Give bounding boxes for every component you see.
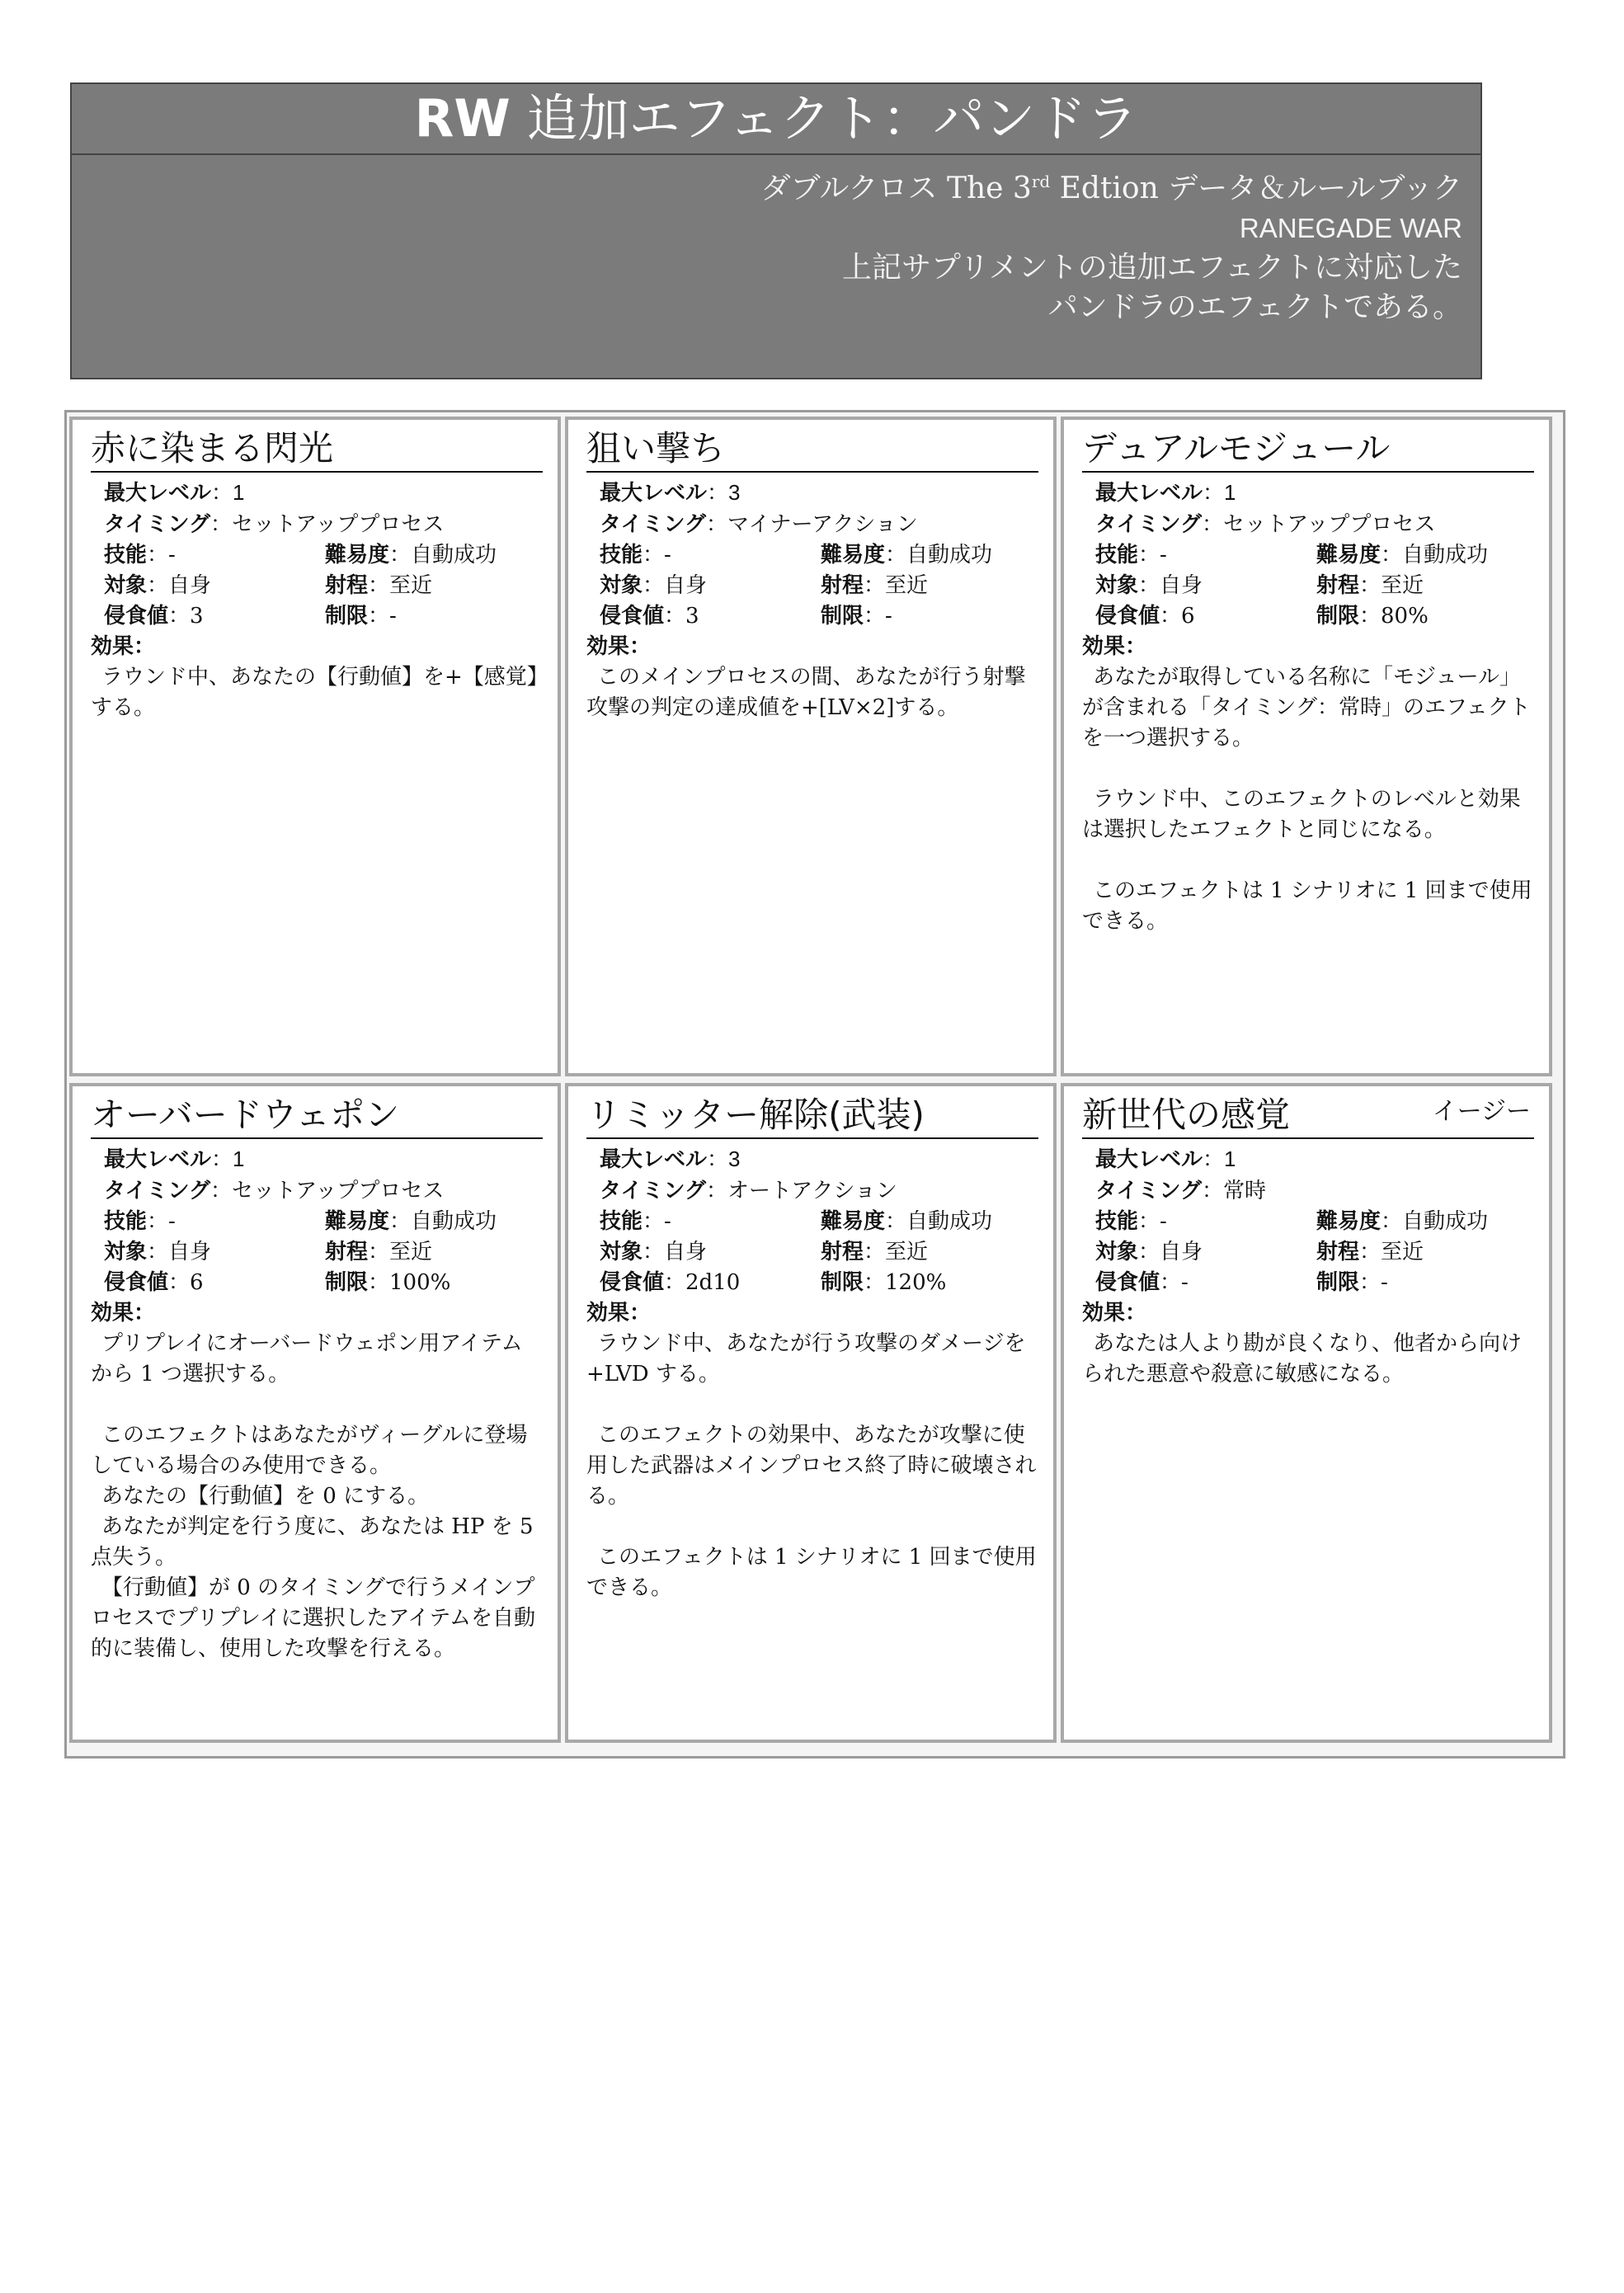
limit-label: 制限 xyxy=(325,604,369,629)
limit-label: 制限 xyxy=(821,604,864,629)
timing-row xyxy=(91,509,543,540)
range-label: 射程 xyxy=(1316,573,1360,598)
target-label: 対象 xyxy=(104,1240,148,1264)
erosion-cell xyxy=(1095,1268,1316,1298)
max-level-label: 最大レベル xyxy=(1095,481,1203,506)
erosion-label: 侵食値 xyxy=(600,1270,665,1295)
max-level-value: ：1 xyxy=(211,1146,245,1171)
difficulty-value: ：自動成功 xyxy=(1381,1209,1489,1234)
erosion-row xyxy=(91,1268,543,1298)
erosion-row xyxy=(586,601,1038,632)
subtitle-line-1 xyxy=(72,162,1462,209)
effect-card xyxy=(69,417,561,1076)
timing-row xyxy=(1082,1175,1534,1207)
effect-text xyxy=(91,1329,543,1664)
effect-paragraph xyxy=(586,1512,1038,1542)
limit-label: 制限 xyxy=(821,1270,864,1295)
range-label: 射程 xyxy=(1316,1240,1360,1264)
effect-paragraph: ラウンド中、あなたの【行動値】を+【感覚】する。 xyxy=(91,665,538,720)
max-level-value: ：1 xyxy=(211,480,245,505)
effect-tag: イージー xyxy=(1432,1097,1531,1126)
erosion-row xyxy=(1082,1268,1534,1298)
effect-paragraph: このエフェクトは 1 シナリオに 1 回まで使用できる。 xyxy=(586,1545,1037,1600)
effect-paragraph xyxy=(91,1390,543,1420)
skill-label: 技能 xyxy=(104,543,148,567)
effect-name-text: 赤に染まる閃光 xyxy=(91,428,334,468)
target-label: 対象 xyxy=(600,1240,643,1264)
effect-card xyxy=(1061,417,1552,1076)
range-cell xyxy=(821,1237,928,1268)
range-label: 射程 xyxy=(325,1240,369,1264)
difficulty-value: ：自動成功 xyxy=(389,543,497,567)
target-row xyxy=(586,571,1038,601)
difficulty-cell xyxy=(325,540,497,571)
difficulty-cell xyxy=(821,1207,992,1237)
header-banner xyxy=(70,82,1482,379)
effect-paragraph: ラウンド中、あなたが行う攻撃のダメージを+LVD する。 xyxy=(586,1331,1026,1387)
difficulty-label: 難易度 xyxy=(325,543,390,567)
range-label: 射程 xyxy=(821,1240,864,1264)
skill-label: 技能 xyxy=(1095,1209,1139,1234)
range-cell xyxy=(1316,571,1424,601)
effect-paragraph: あなたが判定を行う度に、あなたは HP を 5 点失う。 xyxy=(91,1514,540,1570)
effect-card xyxy=(565,1083,1057,1743)
max-level-label: 最大レベル xyxy=(1095,1147,1203,1172)
limit-cell xyxy=(1316,601,1429,632)
target-cell xyxy=(600,571,821,601)
skill-cell xyxy=(104,540,325,571)
target-row xyxy=(586,1237,1038,1268)
timing-label: タイミング xyxy=(600,512,706,537)
range-cell xyxy=(325,571,432,601)
skill-cell xyxy=(600,1207,821,1237)
effect-paragraph: このエフェクトはあなたがヴィーグルに登場している場合のみ使用できる。 xyxy=(91,1423,528,1478)
erosion-row xyxy=(1082,601,1534,632)
timing-value: ：常時 xyxy=(1201,1178,1266,1203)
limit-cell xyxy=(325,1268,450,1298)
difficulty-cell xyxy=(325,1207,497,1237)
target-cell xyxy=(600,1237,821,1268)
limit-cell xyxy=(1316,1268,1388,1298)
subtitle-line-1-b: Edtion データ＆ルールブック xyxy=(1050,172,1462,205)
erosion-value: ：6 xyxy=(168,1270,204,1295)
skill-label: 技能 xyxy=(104,1209,148,1234)
target-value: ：自身 xyxy=(643,1240,708,1264)
effect-text xyxy=(1082,1329,1534,1390)
difficulty-label: 難易度 xyxy=(325,1209,390,1234)
max-level-label: 最大レベル xyxy=(104,481,212,506)
timing-value: ：オートアクション xyxy=(705,1178,897,1203)
timing-label: タイミング xyxy=(600,1179,706,1203)
effect-name xyxy=(586,1093,1038,1139)
effect-paragraph: 【行動値】が 0 のタイミングで行うメインプロセスでプリプレイに選択したアイテムを自動的に装備し、使用した攻撃を行える。 xyxy=(91,1575,535,1661)
difficulty-label: 難易度 xyxy=(1316,1209,1382,1234)
skill-row xyxy=(91,1207,543,1237)
skill-row xyxy=(586,540,1038,571)
skill-row xyxy=(1082,1207,1534,1237)
effect-name xyxy=(1082,426,1534,473)
erosion-value: ：3 xyxy=(664,604,699,629)
skill-label: 技能 xyxy=(1095,543,1139,567)
difficulty-value: ：自動成功 xyxy=(1381,543,1489,567)
effect-name-text: 新世代の感覚 xyxy=(1082,1095,1291,1135)
max-level-row xyxy=(1082,478,1534,509)
effect-paragraph xyxy=(586,1390,1038,1420)
target-label: 対象 xyxy=(1095,573,1139,598)
max-level-label: 最大レベル xyxy=(600,481,708,506)
effect-text xyxy=(91,662,543,723)
erosion-value: ：3 xyxy=(168,604,204,629)
timing-row xyxy=(586,509,1038,540)
effect-card xyxy=(1061,1083,1552,1743)
range-cell xyxy=(1316,1237,1424,1268)
limit-value: ：- xyxy=(864,604,892,629)
difficulty-cell xyxy=(1316,1207,1488,1237)
range-value: ：至近 xyxy=(1359,1240,1424,1264)
subtitle-line-3: 上記サプリメントの追加エフェクトに対応した xyxy=(841,251,1462,285)
max-level-row xyxy=(586,478,1038,509)
target-label: 対象 xyxy=(104,573,148,598)
skill-cell xyxy=(600,540,821,571)
timing-value: ：マイナーアクション xyxy=(705,511,918,536)
range-value: ：至近 xyxy=(864,1240,929,1264)
effect-name-text: リミッター解除(武装) xyxy=(586,1095,925,1135)
skill-label: 技能 xyxy=(600,1209,643,1234)
erosion-cell xyxy=(1095,601,1316,632)
effect-paragraph: このメインプロセスの間、あなたが行う射撃攻撃の判定の達成値を+[LV×2]する。 xyxy=(586,665,1026,720)
timing-value: ：セットアッププロセス xyxy=(1201,511,1436,536)
erosion-row xyxy=(586,1268,1038,1298)
difficulty-cell xyxy=(821,540,992,571)
erosion-cell xyxy=(104,601,325,632)
effect-name-text: オーバードウェポン xyxy=(91,1095,400,1135)
subtitle-line-4: パンドラのエフェクトである。 xyxy=(1047,290,1462,324)
skill-label: 技能 xyxy=(600,543,643,567)
target-row xyxy=(1082,571,1534,601)
difficulty-label: 難易度 xyxy=(821,543,886,567)
limit-cell xyxy=(821,601,892,632)
skill-value: ：- xyxy=(147,543,176,567)
effect-name xyxy=(1082,1093,1534,1139)
timing-label: タイミング xyxy=(1095,1179,1202,1203)
skill-row xyxy=(91,540,543,571)
skill-value: ：- xyxy=(1138,543,1167,567)
target-cell xyxy=(1095,1237,1316,1268)
effect-card xyxy=(565,417,1057,1076)
effect-card-grid xyxy=(64,410,1565,1759)
max-level-value: ：3 xyxy=(707,480,741,505)
max-level-row xyxy=(91,1144,543,1175)
effect-name-text: デュアルモジュール xyxy=(1082,428,1391,468)
timing-label: タイミング xyxy=(104,1179,210,1203)
effect-name-text: 狙い撃ち xyxy=(586,428,726,468)
difficulty-value: ：自動成功 xyxy=(885,1209,993,1234)
range-label: 射程 xyxy=(821,573,864,598)
effect-text xyxy=(586,1329,1038,1603)
title-prefix: RW xyxy=(414,88,511,148)
target-row xyxy=(1082,1237,1534,1268)
difficulty-value: ：自動成功 xyxy=(389,1209,497,1234)
range-value: ：至近 xyxy=(864,573,929,598)
erosion-cell xyxy=(600,1268,821,1298)
range-value: ：至近 xyxy=(1359,573,1424,598)
effect-text xyxy=(1082,662,1534,937)
effect-paragraph: プリプレイにオーバードウェポン用アイテムから 1 つ選択する。 xyxy=(91,1331,523,1387)
erosion-cell xyxy=(600,601,821,632)
max-level-value: ：3 xyxy=(707,1146,741,1171)
max-level-label: 最大レベル xyxy=(104,1147,212,1172)
limit-value: ：100% xyxy=(368,1270,451,1295)
timing-row xyxy=(586,1175,1038,1207)
effect-label: 効果： xyxy=(586,634,652,659)
effect-paragraph: あなたの【行動値】を 0 にする。 xyxy=(101,1484,430,1509)
target-cell xyxy=(1095,571,1316,601)
skill-cell xyxy=(1095,1207,1316,1237)
limit-value: ：- xyxy=(368,604,397,629)
skill-value: ：- xyxy=(147,1209,176,1234)
target-row xyxy=(91,571,543,601)
target-label: 対象 xyxy=(1095,1240,1139,1264)
erosion-label: 侵食値 xyxy=(1095,604,1160,629)
subtitle-line-1-a: ダブルクロス The 3 xyxy=(760,172,1032,205)
difficulty-label: 難易度 xyxy=(821,1209,886,1234)
skill-cell xyxy=(1095,540,1316,571)
target-label: 対象 xyxy=(600,573,643,598)
timing-row xyxy=(91,1175,543,1207)
erosion-row xyxy=(91,601,543,632)
range-label: 射程 xyxy=(325,573,369,598)
erosion-cell xyxy=(104,1268,325,1298)
target-value: ：自身 xyxy=(147,573,212,598)
effect-card xyxy=(69,1083,561,1743)
erosion-label: 侵食値 xyxy=(600,604,665,629)
effect-name xyxy=(91,426,543,473)
target-row xyxy=(91,1237,543,1268)
page-title xyxy=(72,84,1480,155)
difficulty-value: ：自動成功 xyxy=(885,543,993,567)
effect-label: 効果： xyxy=(586,1301,652,1325)
title-main: 追加エフェクト：パンドラ xyxy=(526,88,1138,148)
difficulty-cell xyxy=(1316,540,1488,571)
skill-row xyxy=(586,1207,1038,1237)
effect-label: 効果： xyxy=(91,634,156,659)
timing-value: ：セットアッププロセス xyxy=(209,511,445,536)
erosion-label: 侵食値 xyxy=(1095,1270,1160,1295)
range-cell xyxy=(821,571,928,601)
limit-label: 制限 xyxy=(325,1270,369,1295)
limit-cell xyxy=(325,601,397,632)
erosion-label: 侵食値 xyxy=(104,604,169,629)
max-level-value: ：1 xyxy=(1203,480,1236,505)
limit-value: ：80% xyxy=(1359,604,1429,629)
erosion-value: ：- xyxy=(1160,1270,1189,1295)
target-value: ：自身 xyxy=(147,1240,212,1264)
range-cell xyxy=(325,1237,432,1268)
limit-cell xyxy=(821,1268,946,1298)
subtitle-line-2: RANEGADE WAR xyxy=(1239,213,1462,243)
effect-label: 効果： xyxy=(1082,1301,1147,1325)
erosion-value: ：2d10 xyxy=(664,1270,741,1295)
timing-label: タイミング xyxy=(104,512,210,537)
timing-value: ：セットアッププロセス xyxy=(209,1178,445,1203)
target-cell xyxy=(104,571,325,601)
effect-paragraph: あなたが取得している名称に「モジュール」が含まれる「タイミング：常時」のエフェクトを一つ選択する。 xyxy=(1082,665,1531,751)
subtitle-line-1-sup: rd xyxy=(1031,172,1051,191)
limit-value: ：120% xyxy=(864,1270,947,1295)
timing-row xyxy=(1082,509,1534,540)
limit-label: 制限 xyxy=(1316,1270,1360,1295)
skill-value: ：- xyxy=(1138,1209,1167,1234)
max-level-value: ：1 xyxy=(1203,1146,1236,1171)
effect-paragraph: ラウンド中、このエフェクトのレベルと効果は選択したエフェクトと同じになる。 xyxy=(1082,787,1521,842)
max-level-row xyxy=(586,1144,1038,1175)
max-level-row xyxy=(1082,1144,1534,1175)
target-value: ：自身 xyxy=(1138,573,1203,598)
header-subtitle xyxy=(72,155,1480,327)
target-value: ：自身 xyxy=(1138,1240,1203,1264)
range-value: ：至近 xyxy=(368,573,433,598)
skill-value: ：- xyxy=(643,543,671,567)
difficulty-label: 難易度 xyxy=(1316,543,1382,567)
effect-name xyxy=(586,426,1038,473)
effect-label: 効果： xyxy=(91,1301,156,1325)
skill-row xyxy=(1082,540,1534,571)
effect-paragraph: このエフェクトは 1 シナリオに 1 回まで使用できる。 xyxy=(1082,878,1532,934)
effect-paragraph: あなたは人より勘が良くなり、他者から向けられた悪意や殺意に敏感になる。 xyxy=(1082,1331,1523,1387)
limit-label: 制限 xyxy=(1316,604,1360,629)
skill-value: ：- xyxy=(643,1209,671,1234)
max-level-row xyxy=(91,478,543,509)
effect-paragraph: このエフェクトの効果中、あなたが攻撃に使用した武器はメインプロセス終了時に破壊される。 xyxy=(586,1423,1037,1509)
erosion-label: 侵食値 xyxy=(104,1270,169,1295)
effect-label: 効果： xyxy=(1082,634,1147,659)
target-value: ：自身 xyxy=(643,573,708,598)
limit-value: ：- xyxy=(1359,1270,1388,1295)
skill-cell xyxy=(104,1207,325,1237)
effect-text xyxy=(586,662,1038,723)
range-value: ：至近 xyxy=(368,1240,433,1264)
effect-paragraph xyxy=(1082,754,1534,784)
target-cell xyxy=(104,1237,325,1268)
max-level-label: 最大レベル xyxy=(600,1147,708,1172)
erosion-value: ：6 xyxy=(1160,604,1195,629)
effect-paragraph xyxy=(1082,845,1534,876)
effect-name xyxy=(91,1093,543,1139)
timing-label: タイミング xyxy=(1095,512,1202,537)
